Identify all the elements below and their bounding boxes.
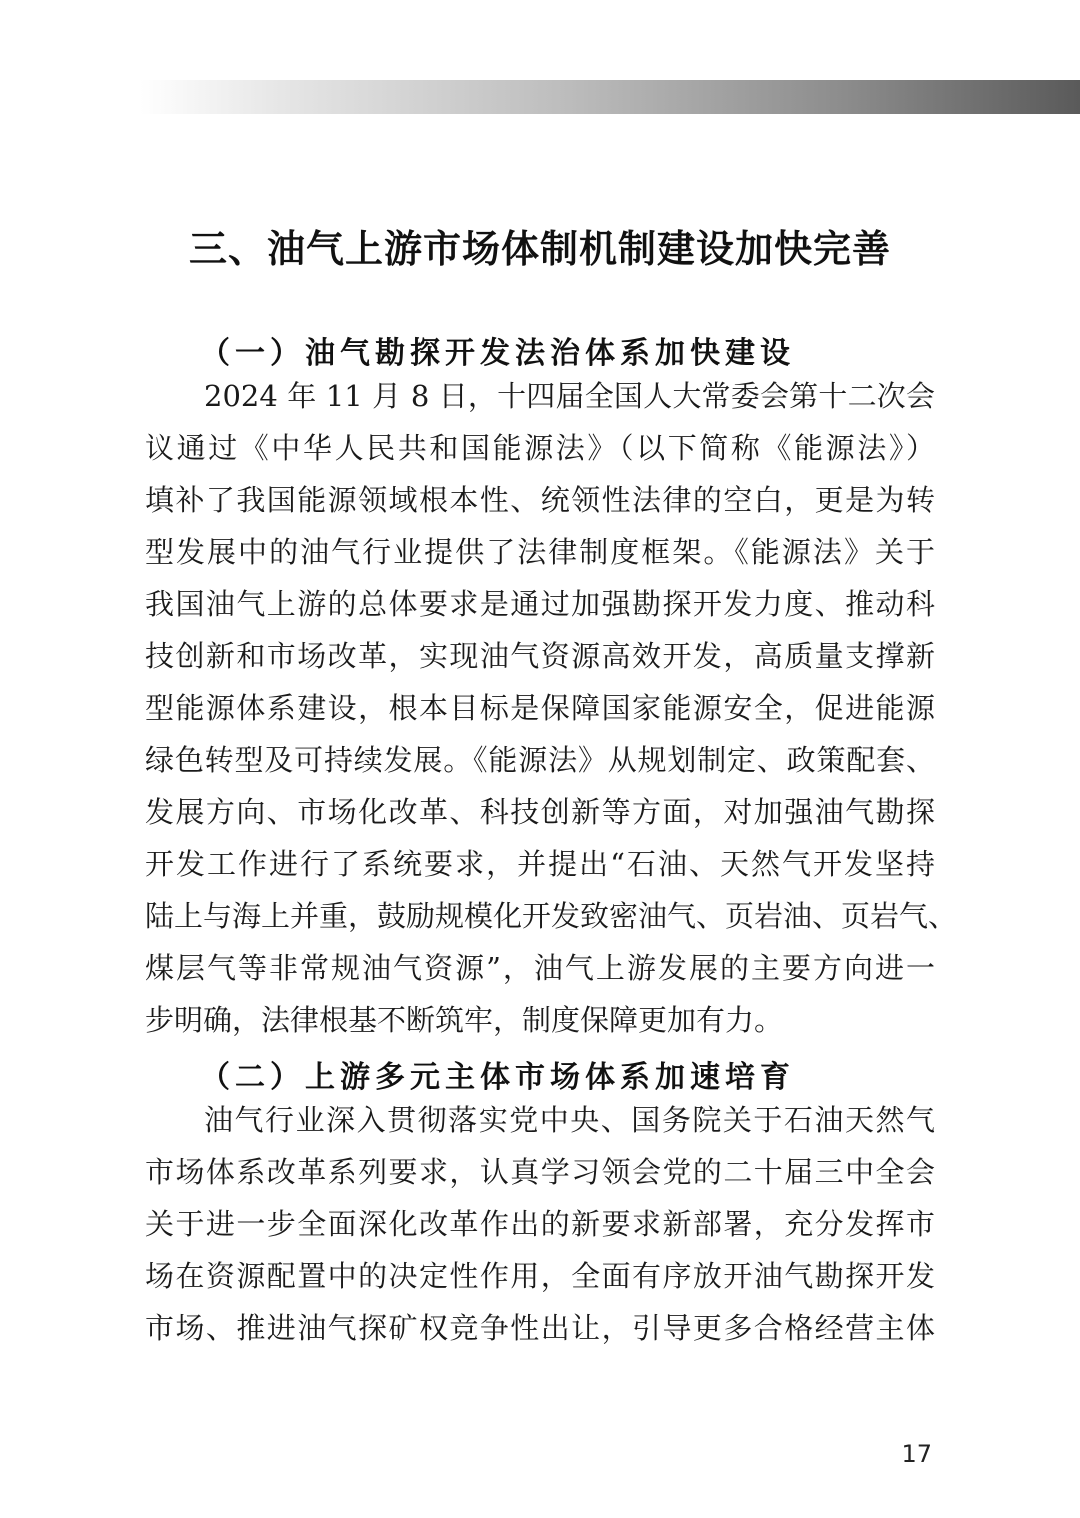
paragraph-line: 2024 年 11 月 8 日，十四届全国人大常委会第十二次会: [204, 379, 935, 413]
paragraph-line: 油气行业深入贯彻落实党中央、国务院关于石油天然气: [204, 1103, 935, 1137]
paragraph-line: 技创新和市场改革，实现油气资源高效开发，高质量支撑新: [145, 639, 935, 673]
chapter-title: 三、油气上游市场体制机制建设加快完善: [188, 227, 891, 271]
paragraph-line: 发展方向、市场化改革、科技创新等方面，对加强油气勘探: [145, 795, 935, 829]
paragraph-line: 市场体系改革系列要求，认真学习领会党的二十届三中全会: [145, 1155, 935, 1189]
paragraph-line: 型能源体系建设，根本目标是保障国家能源安全，促进能源: [145, 691, 935, 725]
paragraph-line: 型发展中的油气行业提供了法律制度框架。《能源法》关于: [145, 535, 935, 569]
page-number: 17: [901, 1440, 932, 1468]
paragraph-line: 关于进一步全面深化改革作出的新要求新部署，充分发挥市: [145, 1207, 935, 1241]
paragraph-line: 我国油气上游的总体要求是通过加强勘探开发力度、推动科: [145, 587, 935, 621]
section-heading-1: （一）油气勘探开发法治体系加快建设: [200, 336, 795, 371]
paragraph-line: 煤层气等非常规油气资源”，油气上游发展的主要方向进一: [145, 951, 935, 985]
section-heading-2: （二）上游多元主体市场体系加速培育: [200, 1060, 795, 1095]
paragraph-line: 步明确，法律根基不断筑牢，制度保障更加有力。: [145, 1003, 784, 1037]
paragraph-line: 开发工作进行了系统要求，并提出“石油、天然气开发坚持: [145, 847, 935, 881]
paragraph-line: 场在资源配置中的决定性作用，全面有序放开油气勘探开发: [145, 1259, 935, 1293]
header-gradient-band: [140, 80, 1080, 114]
paragraph-line: 市场、推进油气探矿权竞争性出让，引导更多合格经营主体: [145, 1311, 935, 1345]
paragraph-line: 议通过《中华人民共和国能源法》（以下简称《能源法》）: [145, 431, 935, 465]
paragraph-line: 陆上与海上并重，鼓励规模化开发致密油气、页岩油、页岩气、: [145, 899, 958, 933]
paragraph-line: 绿色转型及可持续发展。《能源法》从规划制定、政策配套、: [145, 743, 935, 777]
paragraph-line: 填补了我国能源领域根本性、统领性法律的空白，更是为转: [145, 483, 935, 517]
